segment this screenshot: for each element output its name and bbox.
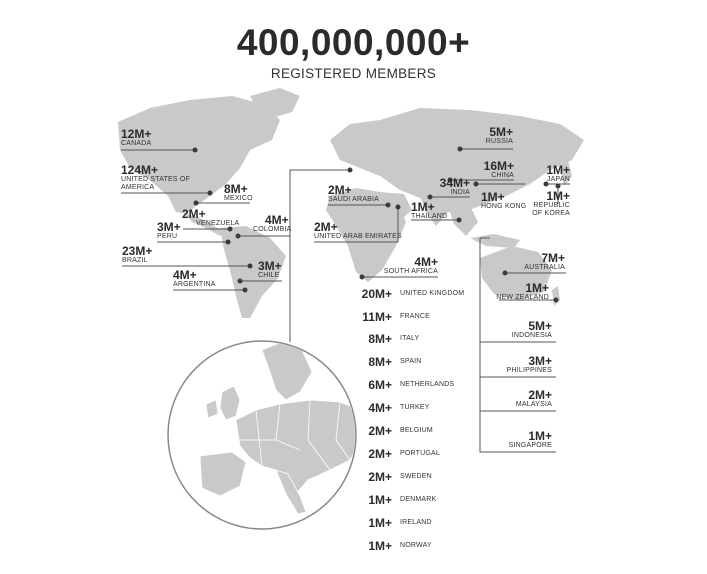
europe-marker-dot (348, 168, 353, 173)
europe-row-france (358, 310, 578, 324)
callout-number: 5M+ (528, 319, 552, 333)
callout-country: NEW ZEALAND (496, 294, 549, 301)
callout-country: COLOMBIA (253, 226, 292, 233)
callout-japan (530, 164, 570, 184)
europe-row-country: SPAIN (400, 358, 422, 365)
callout-canada (121, 128, 151, 148)
callout-number: 34M+ (439, 176, 470, 190)
europe-row-country: FRANCE (400, 313, 430, 320)
callout-mexico (224, 183, 253, 203)
callout-country: PERU (157, 233, 178, 240)
callout-number: 1M+ (525, 281, 549, 295)
europe-row-portugal (358, 447, 578, 461)
north-america-landmass (118, 96, 280, 214)
callout-thailand (411, 201, 447, 221)
europe-row-number: 1M+ (368, 493, 392, 507)
europe-row-spain (358, 355, 578, 369)
europe-row-country: PORTUGAL (400, 450, 440, 457)
europe-row-italy (358, 332, 578, 346)
callout-korea (530, 190, 570, 218)
europe-row-country: DENMARK (400, 496, 437, 503)
europe-row-country: UNITED KINGDOM (400, 290, 465, 297)
europe-row-turkey (358, 401, 578, 415)
europe-row-country: NETHERLANDS (400, 381, 455, 388)
callout-country: VENEZUELA (196, 220, 240, 227)
europe-row-number: 8M+ (368, 355, 392, 369)
callout-country: PHILIPPINES (506, 367, 552, 374)
europe-row-number: 1M+ (368, 516, 392, 530)
callout-country: UNITED ARAB EMIRATES (314, 233, 402, 240)
europe-row-belgium (358, 424, 578, 438)
callout-number: 7M+ (541, 251, 565, 265)
europe-row-country: IRELAND (400, 519, 432, 526)
callout-number: 1M+ (481, 190, 505, 204)
callout-south-africa (378, 256, 438, 276)
europe-row-country: NORWAY (400, 542, 432, 549)
callout-country: SOUTH AFRICA (383, 268, 438, 275)
subtitle: REGISTERED MEMBERS (270, 66, 437, 81)
callout-number: 2M+ (328, 183, 352, 197)
callout-china (474, 160, 514, 180)
callout-number: 4M+ (173, 268, 197, 282)
callout-number: 12M+ (121, 127, 152, 141)
southeast-asia-landmass (448, 206, 478, 236)
callout-country: CHINA (491, 172, 514, 179)
callout-number: 124M+ (121, 163, 159, 177)
europe-row-country: SWEDEN (400, 473, 432, 480)
europe-row-netherlands (358, 378, 578, 392)
europe-row-number: 20M+ (361, 287, 392, 301)
europe-row-denmark (358, 493, 578, 507)
callout-india (432, 177, 470, 197)
callout-country: ARGENTINA (173, 281, 216, 288)
callout-country: HONG KONG (481, 203, 527, 210)
callout-country: MEXICO (224, 195, 253, 202)
europe-row-number: 6M+ (368, 378, 392, 392)
callout-usa (121, 164, 201, 192)
callout-country: SINGAPORE (508, 442, 552, 449)
callout-number: 2M+ (314, 220, 338, 234)
europe-row-ireland (358, 516, 578, 530)
callout-colombia (253, 214, 292, 234)
callout-venezuela (182, 208, 239, 228)
callout-country: JAPAN (546, 176, 570, 183)
europe-row-number: 11M+ (362, 310, 392, 324)
callout-country: CANADA (121, 140, 152, 147)
callout-number: 4M+ (414, 255, 438, 269)
callout-saudi-arabia (328, 184, 379, 204)
europe-row-country: TURKEY (400, 404, 430, 411)
callout-brazil (122, 245, 152, 265)
callout-russia (470, 126, 513, 146)
europe-row-number: 8M+ (368, 332, 392, 346)
callout-number: 4M+ (265, 213, 289, 227)
callout-number: 3M+ (258, 259, 282, 273)
callout-argentina (173, 269, 216, 289)
callout-country: UNITED STATES OF AMERICA (121, 176, 191, 191)
callout-number: 2M+ (182, 207, 206, 221)
callout-number: 5M+ (489, 125, 513, 139)
callout-number: 3M+ (528, 354, 552, 368)
callout-country: REPUBLIC OF KOREA (532, 202, 570, 217)
europe-row-number: 4M+ (368, 401, 392, 415)
callout-chile (258, 260, 282, 280)
total-members-figure: 400,000,000+ (236, 22, 471, 63)
callout-number: 3M+ (157, 220, 181, 234)
callout-number: 2M+ (528, 388, 552, 402)
callout-australia (505, 252, 565, 272)
callout-country: INDIA (450, 189, 470, 196)
callout-country: CHILE (258, 272, 280, 279)
callout-country: THAILAND (411, 213, 448, 220)
callout-number: 16M+ (483, 159, 514, 173)
callout-number: 1M+ (528, 429, 552, 443)
callout-number: 1M+ (411, 200, 435, 214)
indonesia-landmass (470, 234, 520, 248)
callout-number: 1M+ (546, 189, 570, 203)
europe-row-country: BELGIUM (400, 427, 433, 434)
callout-country: RUSSIA (485, 138, 513, 145)
callout-country: MALAYSIA (515, 401, 552, 408)
callout-country: INDONESIA (511, 332, 552, 339)
europe-row-country: ITALY (400, 335, 420, 342)
europe-row-sweden (358, 470, 578, 484)
callout-uae (314, 221, 402, 241)
callout-peru (157, 221, 181, 241)
callout-number: 23M+ (122, 244, 153, 258)
europe-row-united-kingdom (358, 287, 578, 301)
europe-row-number: 2M+ (368, 424, 392, 438)
europe-row-number: 2M+ (368, 447, 392, 461)
europe-row-number: 1M+ (368, 539, 392, 553)
callout-country: BRAZIL (122, 257, 148, 264)
callout-hong-kong (481, 191, 526, 211)
callout-country: AUSTRALIA (524, 264, 565, 271)
europe-row-number: 2M+ (368, 470, 392, 484)
callout-number: 1M+ (546, 163, 570, 177)
callout-number: 8M+ (224, 182, 248, 196)
europe-row-norway (358, 539, 578, 553)
callout-country: SAUDI ARABIA (328, 196, 380, 203)
